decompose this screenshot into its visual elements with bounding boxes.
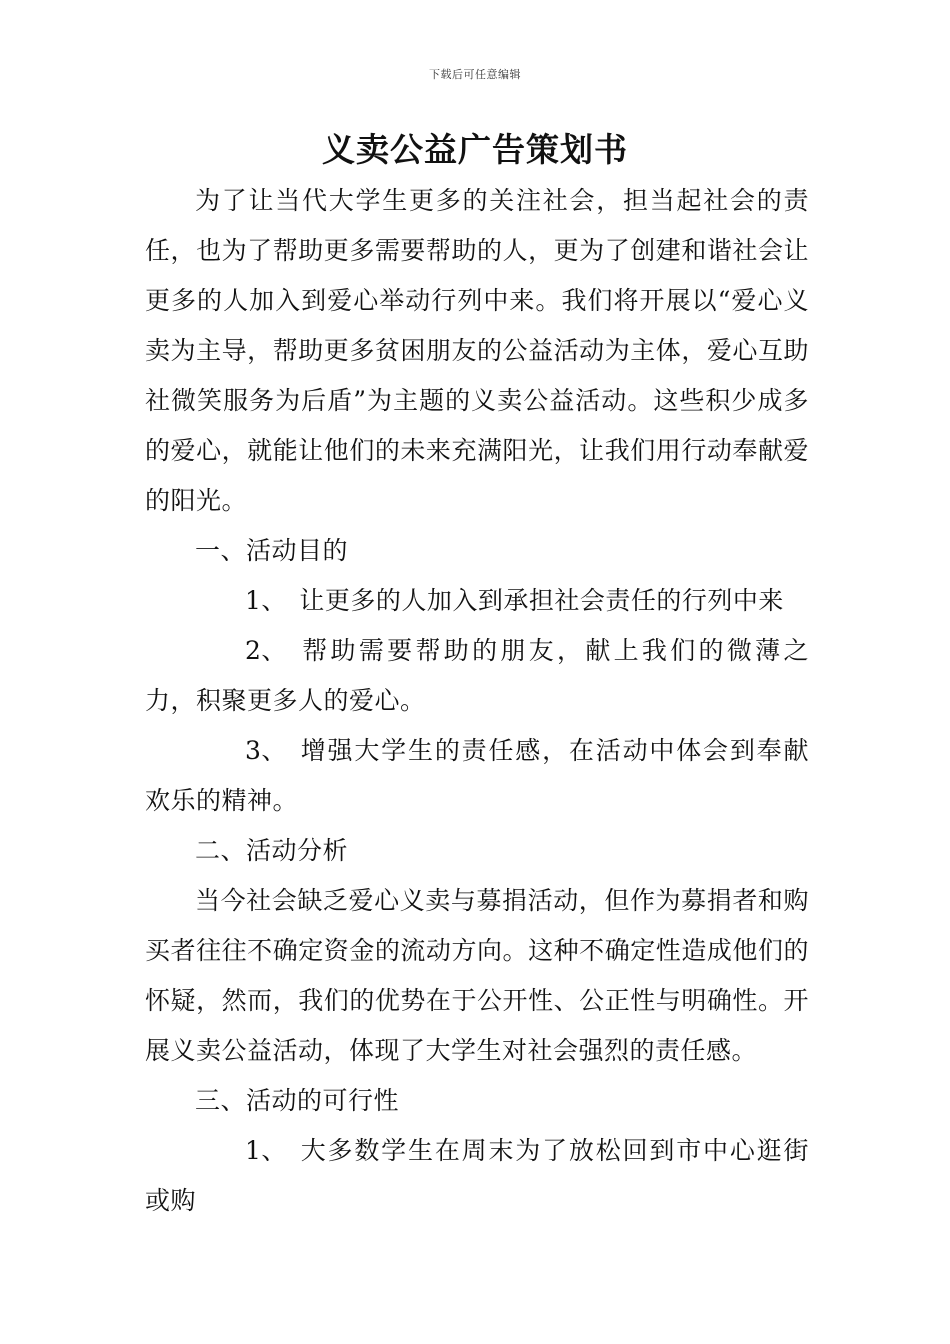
section-heading-analysis: 二、活动分析 (195, 836, 349, 865)
list-item (145, 576, 809, 626)
list-item-text: 增强大学生的责任感，在活动中体会到奉献欢乐的精神。 (145, 736, 809, 815)
list-item-number: 2、 (245, 636, 287, 665)
list-item-text: 让更多的人加入到承担社会责任的行列中来 (299, 586, 784, 615)
intro-paragraph: 为了让当代大学生更多的关注社会，担当起社会的责任，也为了帮助更多需要帮助的人，更为了创建和谐社会让更多的人加入到爱心举动行列中来。我们将开展以“爱心义卖为主导，帮助更多贫困朋友的公益活动为主体，爱心互助社微笑服务为后盾”为主题的义卖公益活动。这些积少成多的爱心，就能让他们的未来充满阳光，让我们用行动奉献爱的阳光。 (145, 186, 809, 515)
list-item-text: 帮助需要帮助的朋友，献上我们的微薄之力，积聚更多人的爱心。 (145, 636, 809, 715)
document-body (145, 176, 809, 1226)
header-note: 下载后可任意编辑 (429, 68, 521, 81)
list-item-number: 3、 (245, 736, 287, 765)
page-title: 义卖公益广告策划书 (322, 130, 628, 169)
section-heading-feasibility: 三、活动的可行性 (195, 1086, 400, 1115)
list-item (145, 626, 809, 726)
analysis-paragraph: 当今社会缺乏爱心义卖与募捐活动，但作为募捐者和购买者往往不确定资金的流动方向。这种不确定性造成他们的怀疑，然而，我们的优势在于公开性、公正性与明确性。开展义卖公益活动，体现了大学生对社会强烈的责任感。 (145, 886, 809, 1065)
list-item-number: 1、 (245, 586, 287, 615)
list-item-text: 大多数学生在周末为了放松回到市中心逛街或购 (145, 1136, 809, 1215)
list-item (145, 1126, 809, 1226)
section-heading-purpose: 一、活动目的 (195, 536, 349, 565)
list-item-number: 1、 (245, 1136, 287, 1165)
list-item (145, 726, 809, 826)
